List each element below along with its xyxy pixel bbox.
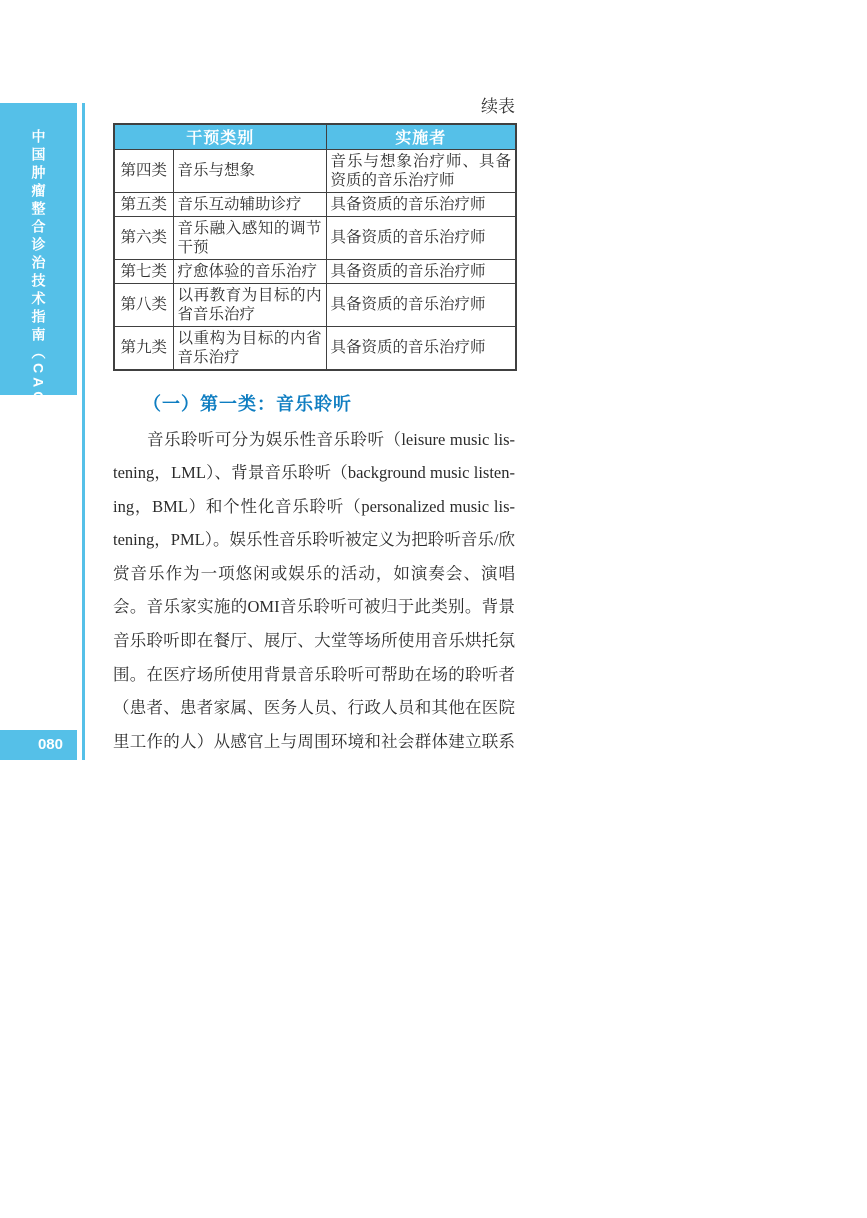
table-row: [114, 326, 516, 370]
main-content: [113, 96, 515, 758]
column-header-implementer: 实施者: [326, 124, 516, 149]
cell-intervention: 疗愈体验的音乐治疗: [173, 259, 326, 283]
cell-implementer: 音乐与想象治疗师、具备资质的音乐治疗师: [326, 149, 516, 192]
body-line: 音乐聆听即在餐厅、展厅、大堂等场所使用音乐烘托氛: [113, 631, 515, 651]
cell-implementer: 具备资质的音乐治疗师: [326, 216, 516, 259]
sidebar-banner: [0, 103, 77, 438]
cell-implementer: 具备资质的音乐治疗师: [326, 326, 516, 370]
cell-intervention: 音乐融入感知的调节干预: [173, 216, 326, 259]
cell-category: 第九类: [114, 326, 173, 370]
body-line: tening，LML）、背景音乐聆听（background music listen-: [113, 463, 515, 483]
body-line: （患者、患者家属、医务人员、行政人员和其他在医院: [113, 698, 515, 718]
table-row: [114, 192, 516, 216]
vertical-rule: [82, 103, 85, 760]
cell-category: 第四类: [114, 149, 173, 192]
cell-category: 第七类: [114, 259, 173, 283]
body-line: 音乐聆听可分为娱乐性音乐聆听（leisure music lis-: [147, 429, 515, 449]
body-line: 围。在医疗场所使用背景音乐聆听可帮助在场的聆听者: [113, 664, 515, 684]
table-row: [114, 259, 516, 283]
table-row: [114, 283, 516, 326]
cell-category: 第八类: [114, 283, 173, 326]
intervention-table: [113, 123, 517, 371]
column-header-category: 干预类别: [114, 124, 326, 149]
body-line: 会。音乐家实施的OMI音乐聆听可被归于此类别。背景: [113, 597, 515, 617]
cell-implementer: 具备资质的音乐治疗师: [326, 259, 516, 283]
book-title-vertical: 中国肿瘤整合诊治技术指南（CACA）: [30, 129, 47, 438]
cell-intervention: 音乐与想象: [173, 149, 326, 192]
body-line: ing，BML）和个性化音乐聆听（personalized music lis-: [113, 496, 515, 516]
body-line: 里工作的人）从感官上与周围环境和社会群体建立联系: [113, 731, 515, 751]
page-number-badge: 080: [0, 730, 77, 760]
section-heading: （一）第一类：音乐聆听: [143, 393, 352, 414]
cell-intervention: 以重构为目标的内省音乐治疗: [173, 326, 326, 370]
cell-intervention: 以再教育为目标的内省音乐治疗: [173, 283, 326, 326]
cell-intervention: 音乐互动辅助诊疗: [173, 192, 326, 216]
cell-category: 第六类: [114, 216, 173, 259]
table-row: [114, 149, 516, 192]
cell-category: 第五类: [114, 192, 173, 216]
body-paragraph: [113, 423, 515, 759]
body-line: 赏音乐作为一项悠闲或娱乐的活动，如演奏会、演唱: [113, 563, 515, 583]
cell-implementer: 具备资质的音乐治疗师: [326, 283, 516, 326]
table-header-row: [114, 124, 516, 149]
table-row: [114, 216, 516, 259]
table-continued-label: 续表: [481, 97, 515, 116]
cell-implementer: 具备资质的音乐治疗师: [326, 192, 516, 216]
body-line: tening，PML）。娱乐性音乐聆听被定义为把聆听音乐/欣: [113, 530, 515, 550]
